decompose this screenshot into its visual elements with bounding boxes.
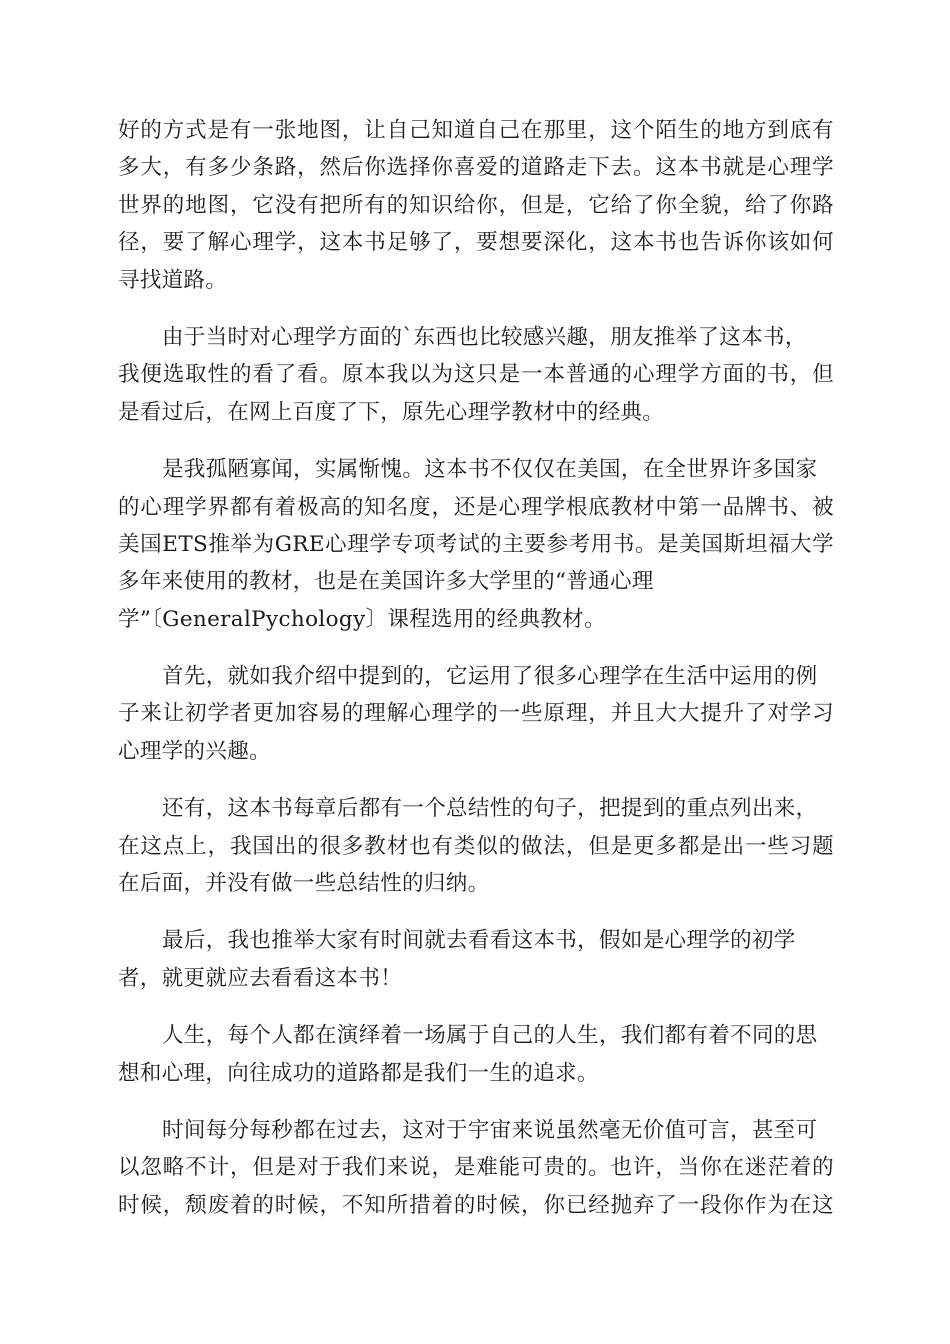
text-line: 时间每分每秒都在过去，这对于宇宙来说虽然毫无价值可言，甚至可: [162, 1117, 818, 1143]
paragraph-time: [118, 1112, 834, 1224]
text-line: 径，要了解心理学，这本书足够了，要想要深化，这本书也告诉你该如何: [118, 230, 834, 256]
paragraph-reputation: [118, 451, 834, 638]
text-line: 想和心理，向往成功的道路都是我们一生的追求。: [118, 1060, 599, 1086]
text-line: 最后，我也推举大家有时间就去看看这本书，假如是心理学的初学: [162, 928, 796, 954]
paragraph-life: [118, 1017, 834, 1092]
text-line: 世界的地图，它没有把所有的知识给你，但是，它给了你全貌，给了你路: [118, 192, 834, 218]
text-line: 的心理学界都有着极高的知名度，还是心理学根底教材中第一品牌书、被: [118, 494, 834, 520]
text-line: 首先，就如我介绍中提到的，它运用了很多心理学在生活中运用的例: [162, 664, 818, 690]
paragraph-conclusion: [118, 922, 834, 997]
text-line: 子来让初学者更加容易的理解心理学的一些原理，并且大大提升了对学习: [118, 701, 834, 727]
text-line: 心理学的兴趣。: [118, 738, 271, 764]
text-line: 者，就更就应去看看这本书！: [118, 965, 403, 991]
paragraph-recommendation: [118, 319, 834, 431]
text-line: 好的方式是有一张地图，让自己知道自己在那里，这个陌生的地方到底有: [118, 118, 834, 143]
paragraph-second-point: [118, 790, 834, 902]
text-line: 学”〔GeneralPychology〕课程选用的经典教材。: [118, 606, 606, 632]
text-line: 以忽略不计，但是对于我们来说，是难能可贵的。也许，当你在迷茫着的: [118, 1155, 834, 1181]
text-line: 我便选取性的看了看。原本我以为这只是一本普通的心理学方面的书，但: [118, 362, 834, 388]
text-line: 多大，有多少条路，然后你选择你喜爱的道路走下去。这本书就是心理学: [118, 155, 834, 181]
paragraph-map-metaphor: [118, 112, 834, 299]
text-line: 美国ETS推举为GRE心理学专项考试的主要参考用书。是美国斯坦福大学: [118, 531, 834, 557]
text-line: 在后面，并没有做一些总结性的归纳。: [118, 871, 490, 897]
text-line: 是看过后，在网上百度了下，原先心理学教材中的经典。: [118, 399, 665, 425]
document-page: [118, 112, 834, 1244]
text-line: 是我孤陋寡闻，实属惭愧。这本书不仅仅在美国，在全世界许多国家: [162, 457, 818, 483]
text-line: 在这点上，我国出的很多教材也有类似的做法，但是更多都是出一些习题: [118, 833, 834, 859]
paragraph-first-point: [118, 658, 834, 770]
text-line: 寻找道路。: [118, 267, 228, 293]
text-line: 多年来使用的教材，也是在美国许多大学里的“普通心理: [118, 569, 654, 595]
text-line: 人生，每个人都在演绎着一场属于自己的人生，我们都有着不同的思: [162, 1023, 818, 1049]
text-line: 时候，颓废着的时候，不知所措着的时候，你已经抛弃了一段你作为在这: [118, 1192, 834, 1218]
text-line: 还有，这本书每章后都有一个总结性的句子，把提到的重点列出来，: [162, 796, 818, 822]
text-line: 由于当时对心理学方面的`东西也比较感兴趣，朋友推举了这本书，: [162, 324, 807, 350]
